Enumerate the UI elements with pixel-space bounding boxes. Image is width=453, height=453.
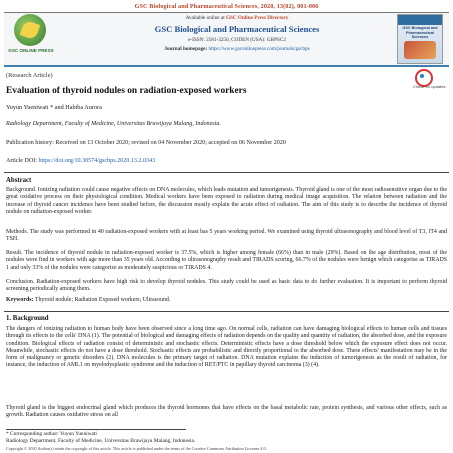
cover-title: GSC Biological and Pharmaceutical Sciences [402, 26, 438, 40]
journal-title: GSC Biological and Pharmaceutical Sciences [154, 24, 320, 34]
doi-link[interactable]: https://doi.org/10.30574/gscbps.2020.13.2.0343 [38, 158, 156, 164]
footnote-divider [6, 429, 186, 430]
abstract-conclusion: Conclusion. Radiation-exposed workers have high risk to develop thyroid nodules. This study could be used as basic data to do further evaluation. It is important to perform thyroid screening periodically among them. [6, 279, 447, 293]
author-affiliation: Radiology Department, Faculty of Medicine, Universitas Brawijaya Malang, Indonesia. [6, 121, 221, 127]
abstract-result: Result. The incidence of thyroid nodule in radiation-exposed worker is 37.5%, which is higher among female (66%) than in male (29%). Based on the age distribution, most of the nodules were find in workers with age more than 35 years old. According to ultrasonography result and TIRADS scoring, 66.7% of the nodules were benign which categorise as TIRADS 1 and only 33% of the nodules were categorize as moderately suspicious or TIRADS 4. [6, 250, 447, 271]
homepage-link[interactable]: https://www.gsconlinepress.com/journals/gscbps [208, 46, 310, 52]
crossmark-label: Check for updates [413, 84, 446, 89]
publisher-logo [8, 14, 54, 60]
running-header: GSC Biological and Pharmaceutical Sciences, 2020, 13(02), 001-006 [134, 3, 319, 10]
background-paragraph-2: Thyroid gland is the biggest endocrinal gland which produces the thyroid hormones that have effects on the basal metabolic rate, protein synthesis, and various other effects, such as growth. Radiation causes oxidative stress on all [6, 405, 447, 419]
corresponding-author: * Corresponding author: Yuyun Yueniwati [6, 431, 97, 437]
journal-issn: e-ISSN: 2581-3250, CODEN (USA): GBPSC2 [188, 37, 286, 43]
corresponding-affiliation: Radiology Department, Faculty of Medicine, Universitas Brawijaya Malang, Indonesia. [6, 438, 196, 444]
abstract-methods: Methods. The study was performed in 40 radiation-exposed workers with at least has 5 years working period. We examined using thyroid ultrasonography and blood level of T3, fT4 and TSH. [6, 229, 447, 243]
available-online: Available online at GSC Online Press Directory [185, 15, 289, 21]
background-paragraph-1: The dangers of ionizing radiation to human body have been observed since a long time ago. On normal cells, radiation can have damaging biological effects to human cells and tissues through its effects to the cells' DNA (1). The potential of biological and damaging effects of radiation depends on the quality and quantity of radiation, the absorbed dose, and the exposure condition. Biological effects of radiation consist of deterministic and stochastic effects. Deterministic effects have a dose threshold below which the exposure effect does not occur. Meanwhile, stochastic effects do not have a dose threshold. Stochastic effects are probabilistic and directly proportional to the absorbed dose. These effects' manifestation may be in the form of malignancy or genetic disorders (2). DNA molecules is the primary target of radiation. DNA mutation explains the induction of tumorigenesis as the result of radiation, for instance, the induction of AML1 on myelodysplastic syndrome and the induction of RET/PTC in papillary thyroid carcinoma (3) (4). [6, 326, 447, 369]
abstract-background: Background. Ionizing radiation could cause negative effects on DNA molecules, which leads mutation and tumorigenesis. Thyroid gland is one of the most radiosensitive organ due to the great oxidative process on their physiological condition. Medical workers have been exposed to radiation during medical image acquisition. The relation between radiation and the increase of thyroid cancer incidence have been studied before, the discussion mostly explain the acute effect of radiation. The aim of this study is to describe the incidence of thyroid nodule on radiation-exposed worker. [6, 187, 447, 215]
keywords: Keywords: Thyroid nodule; Radiation Exposed workers; Ultrasound. [6, 297, 171, 303]
journal-homepage: Journal homepage: https://www.gsconlinepress.com/journals/gscbps [164, 46, 310, 52]
journal-cover-image [397, 14, 443, 64]
abstract-heading: Abstract [6, 177, 32, 184]
article-doi: Article DOI: https://doi.org/10.30574/gscbps.2020.13.2.0343 [6, 158, 156, 164]
article-type: (Research Article) [6, 72, 53, 79]
article-title: Evaluation of thyroid nodules on radiation-exposed workers [6, 86, 247, 96]
logo-text: GSC ONLINE PRESS [8, 48, 54, 53]
article-authors: Yuyun Yueniwati * and Habiba Aurora [6, 104, 102, 111]
background-heading: 1. Background [6, 315, 49, 322]
abstract-section [4, 172, 449, 312]
directory-link[interactable]: GSC Online Press Directory [225, 15, 289, 21]
publication-history: Publication history: Received on 13 October 2020; revised on 04 November 2020; accepted on 06 November 2020 [6, 140, 286, 146]
journal-info [92, 15, 382, 52]
crossmark-button[interactable] [413, 69, 446, 89]
copyright-notice: Copyright © 2020 Author(s) retain the copyright of this article. This article is published under the terms of the Creative Commons Attribution Liscense 4.0. [6, 446, 267, 451]
